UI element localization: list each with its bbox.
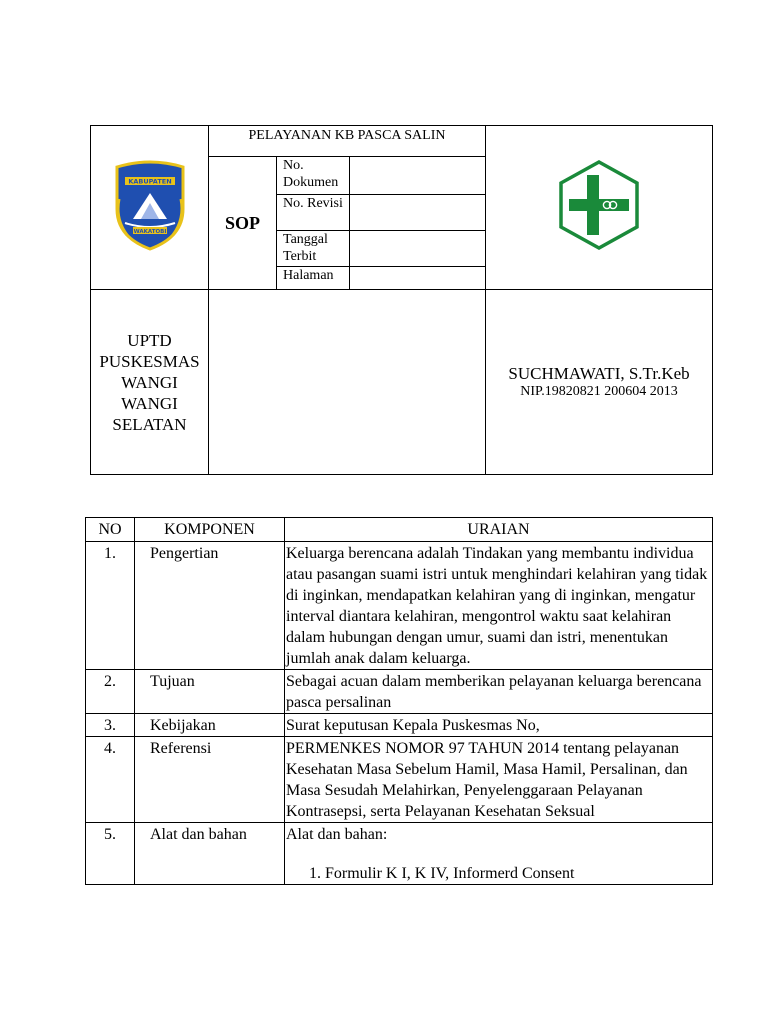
table-header-row bbox=[86, 518, 713, 542]
row-number: 5. bbox=[86, 823, 135, 885]
row-component: Pengertian bbox=[135, 542, 285, 670]
meta-label-document-no: No. Dokumen bbox=[277, 157, 350, 195]
sop-title: PELAYANAN KB PASCA SALIN bbox=[248, 128, 446, 143]
row-description-cell bbox=[285, 823, 713, 885]
row-description: Keluarga berencana adalah Tindakan yang membantu individua atau pasangan suami istri untuk menghindari kelahiran yang tidak di inginkan, mendapatkan kelahiran yang di inginkan, mengatur interval diantara kelahiran, mengontrol waktu saat kelahiran dalam hubungan dengan umur, suami dan istri, menentukan jumlah anak dalam keluarga. bbox=[285, 542, 713, 670]
row-number: 3. bbox=[86, 714, 135, 737]
signatory-nip: NIP.19820821 200604 2013 bbox=[520, 384, 678, 399]
row-number: 2. bbox=[86, 670, 135, 714]
meta-value-issue-date bbox=[350, 231, 486, 267]
puskesmas-logo-icon bbox=[553, 159, 645, 251]
approval-blank-cell bbox=[209, 290, 486, 475]
row-component: Kebijakan bbox=[135, 714, 285, 737]
signatory-cell bbox=[486, 290, 713, 475]
meta-label-page: Halaman bbox=[277, 267, 350, 290]
crest-bottom-text: WAKATOBI bbox=[133, 228, 166, 235]
sop-header-table bbox=[90, 125, 713, 475]
meta-value-page bbox=[350, 267, 486, 290]
row-number: 1. bbox=[86, 542, 135, 670]
column-header-no: NO bbox=[86, 518, 135, 542]
left-logo-cell bbox=[91, 126, 209, 290]
row-component: Tujuan bbox=[135, 670, 285, 714]
table-row bbox=[86, 714, 713, 737]
regency-coat-of-arms-icon bbox=[111, 159, 189, 251]
table-row bbox=[86, 737, 713, 823]
meta-value-revision-no bbox=[350, 195, 486, 231]
table-row bbox=[86, 670, 713, 714]
row-description: PERMENKES NOMOR 97 TAHUN 2014 tentang pelayanan Kesehatan Masa Sebelum Hamil, Masa Hamil, Persalinan, dan Masa Sesudah Melahirkan, Penyelenggaraan Pelayanan Kontrasepsi, serta Pelayanan Kesehatan Seksual bbox=[285, 737, 713, 823]
meta-label-revision-no: No. Revisi bbox=[277, 195, 350, 231]
row-number: 4. bbox=[86, 737, 135, 823]
sop-label: SOP bbox=[224, 212, 260, 233]
crest-top-text: KABUPATEN bbox=[127, 177, 172, 186]
right-logo-cell bbox=[486, 126, 713, 290]
column-header-description: URAIAN bbox=[285, 518, 713, 542]
sop-title-cell bbox=[209, 126, 486, 157]
sop-content-table bbox=[85, 517, 713, 885]
organization-name: UPTD PUSKESMAS WANGI WANGI SELATAN bbox=[99, 330, 200, 434]
signatory-name: SUCHMAWATI, S.Tr.Keb bbox=[508, 364, 690, 383]
meta-value-document-no bbox=[350, 157, 486, 195]
sop-label-cell bbox=[209, 157, 277, 290]
table-row bbox=[86, 823, 713, 885]
meta-label-issue-date: Tanggal Terbit bbox=[277, 231, 350, 267]
organization-cell bbox=[91, 290, 209, 475]
row-component: Referensi bbox=[135, 737, 285, 823]
list-item: 1. Formulir K I, K IV, Informerd Consent bbox=[309, 865, 575, 882]
row-description: Sebagai acuan dalam memberikan pelayanan keluarga berencana pasca persalinan bbox=[285, 670, 713, 714]
row-description: Alat dan bahan: bbox=[286, 826, 388, 843]
row-component: Alat dan bahan bbox=[135, 823, 285, 885]
table-row bbox=[86, 542, 713, 670]
row-description: Surat keputusan Kepala Puskesmas No, bbox=[285, 714, 713, 737]
column-header-component: KOMPONEN bbox=[135, 518, 285, 542]
